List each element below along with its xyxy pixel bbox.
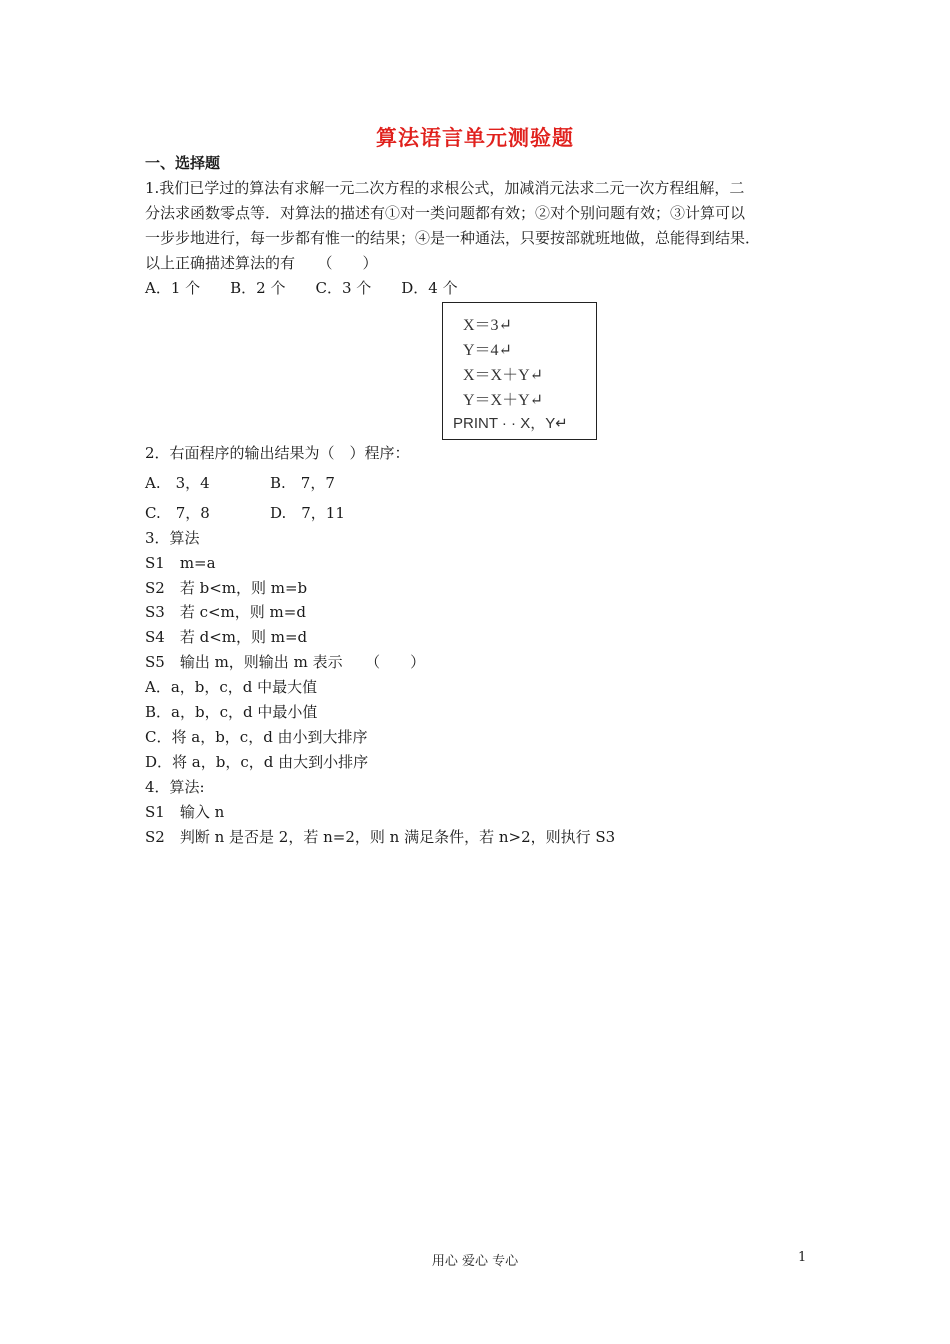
q1-line-4: 以上正确描述算法的有 （ ） (145, 254, 378, 272)
q4-step-1: S1 输入 n (145, 803, 225, 821)
page-title: 算法语言单元测验题 (376, 126, 574, 150)
q4-stem: 4．算法: (145, 778, 205, 796)
q3-option-a: A．a，b，c，d 中最大值 (145, 678, 318, 696)
code-line-4: Y＝X＋Y↵ (463, 392, 544, 409)
q4-step-2: S2 判断 n 是否是 2，若 n=2，则 n 满足条件，若 n>2，则执行 S3 (145, 828, 616, 846)
footer-motto: 用心 爱心 专心 (431, 1254, 519, 1269)
q3-step-2: S2 若 b<m，则 m=b (145, 579, 308, 597)
q3-step-1: S1 m=a (145, 554, 216, 572)
q3-option-d: D．将 a，b，c，d 由大到小排序 (145, 753, 369, 771)
q2-option-c: C. 7，8 (145, 504, 210, 522)
q3-step-5: S5 输出 m，则输出 m 表示 （ ） (145, 653, 426, 671)
code-line-5: PRINT · · X，Y↵ (453, 415, 568, 432)
code-line-2: Y＝4↵ (463, 342, 512, 359)
q2-option-a: A. 3，4 (145, 474, 210, 492)
q1-line-1: 1.我们已学过的算法有求解一元二次方程的求根公式，加减消元法求二元一次方程组解，二 (145, 179, 745, 197)
q3-option-c: C．将 a，b，c，d 由小到大排序 (145, 728, 368, 746)
q3-option-b: B．a，b，c，d 中最小值 (145, 703, 318, 721)
q2-option-d: D. 7，11 (270, 504, 345, 522)
q1-line-3: 一步步地进行，每一步都有惟一的结果；④是一种通法，只要按部就班地做，总能得到结果． (145, 229, 761, 247)
q3-step-4: S4 若 d<m，则 m=d (145, 628, 308, 646)
code-line-3: X＝X＋Y↵ (463, 367, 544, 384)
q1-line-2: 分法求函数零点等．对算法的描述有①对一类问题都有效；②对个别问题有效；③计算可以 (145, 204, 746, 222)
q3-stem: 3．算法 (145, 529, 200, 547)
q3-step-3: S3 若 c<m，则 m=d (145, 603, 306, 621)
q2-stem: 2．右面程序的输出结果为（ ）程序： (145, 444, 410, 462)
section-heading: 一、选择题 (145, 154, 221, 172)
q1-options: A．1 个 B．2 个 C．3 个 D．4 个 (145, 279, 458, 297)
code-line-1: X＝3↵ (463, 317, 512, 334)
page-number: 1 (798, 1250, 807, 1265)
q2-option-b: B. 7，7 (270, 474, 335, 492)
program-code-box (442, 302, 597, 440)
